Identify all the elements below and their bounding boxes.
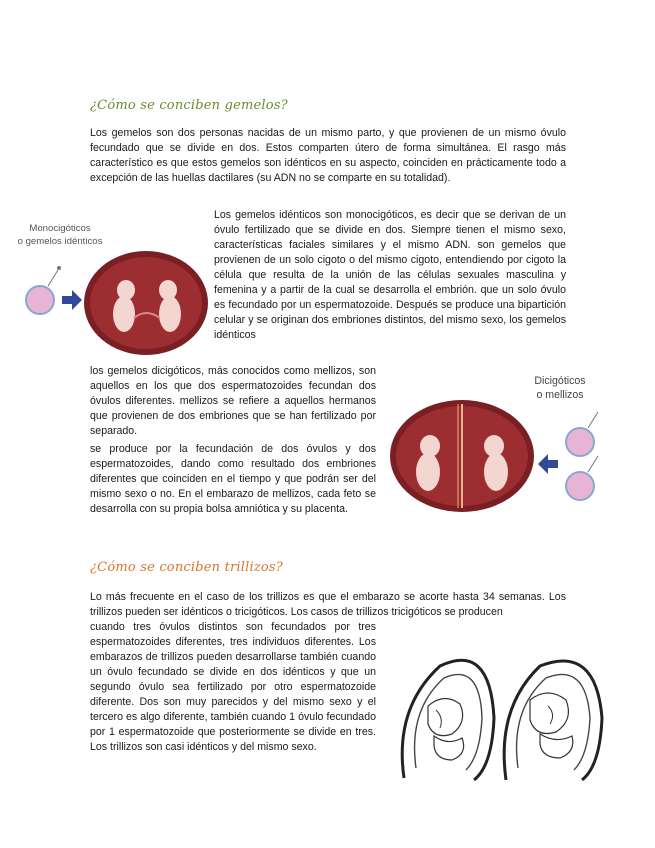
triplets-paragraph-body: cuando tres óvulos distintos son fecundados por tres espermatozoides diferentes, tres individuos diferentes. Los embarazos de trillizos pueden desarrollarse también cuando un óvulo fecundado se divide en dos idénticos y que un segundo óvulo sea fertilizado por otro espermatozoide diferente. Dos son muy parecidos y del mismo sexo y el tercero es algo diferente, también cuando 1 óvulo fecundado por 1 espermatozoide que posteriormente se divide en tres. Los trillizos son casi idénticos y del mismo sexo. (90, 621, 376, 753)
mono-paragraph: Los gemelos idénticos son monocigóticos, es decir que se derivan de un óvulo fertilizado que se divide en dos. Siempre tienen el mismo sexo, características faciales similares y el mismo ADN. son gemelos que provienen de un solo cigoto o del mismo cigoto, entendiendo por cigoto la célula que resulta de la unión de las células sexuales masculina y femenina y a partir de la cual se desarrolla el embrión. que un solo óvulo es fecundado por un espermatozoide. Después se produce una bipartición celular y se originan dos embriones distintos, del mismo sexo, los gemelos idénticos (214, 209, 566, 341)
triplets-illustration (390, 648, 608, 790)
monozygotic-illustration (14, 248, 214, 358)
mono-caption-line1: Monocigóticos (29, 223, 91, 234)
triplets-paragraph-intro: Lo más frecuente en el caso de los trillizos es que el embarazo se acorte hasta 34 semanas. Los trillizos pueden ser idénticos o tricigóticos. Los casos de trillizos tricigóticos se producen (90, 591, 566, 618)
section2-title: ¿Cómo se conciben trillizos? (90, 560, 283, 575)
womb-twins-icon (84, 251, 208, 355)
egg-icon (566, 456, 598, 500)
mono-caption-line2: o gemelos idénticos (17, 236, 103, 247)
intro-paragraph: Los gemelos son dos personas nacidas de un mismo parto, y que provienen de un mismo óvulo fecundado que se divide en dos. Estos comparten útero de forma simultánea. El rasgo más característico es que estos gemelos son idénticos en su aspecto, coinciden en prácticamente todo a excepción de las huellas dactilares (su ADN no se comparte en su totalidad). (90, 127, 566, 184)
di-caption-line2: o mellizos (536, 389, 584, 401)
arrow-right-icon (62, 290, 82, 310)
dicig-paragraph-1: los gemelos dicigóticos, más conocidos como mellizos, son aquellos en los que dos espermatozoides fecundan dos óvulos diferentes. mellizos se refiere a aquellos hermanos que provienen de dos embriones que se han fertilizado por separado. (90, 365, 376, 437)
womb-drawing-left (402, 660, 494, 780)
womb-drawing-right (504, 661, 602, 780)
mono-caption (14, 222, 106, 248)
section1-title: ¿Cómo se conciben gemelos? (90, 98, 288, 113)
womb-twins-icon (390, 400, 534, 512)
arrow-left-icon (538, 454, 558, 474)
egg-icon (26, 266, 61, 314)
egg-icon (566, 412, 598, 456)
dizygotic-illustration (386, 386, 610, 516)
di-caption-line1: Dicigóticos (534, 375, 586, 387)
dicig-paragraph-2: se produce por la fecundación de dos óvulos y dos espermatozoides, dando como resultado dos embriones diferentes que coinciden en el tiempo y que podrán ser del mismo sexo o no. En el embarazo de mellizos, cada feto se desarrolla con su propia bolsa amniótica y su placenta. (90, 443, 376, 515)
